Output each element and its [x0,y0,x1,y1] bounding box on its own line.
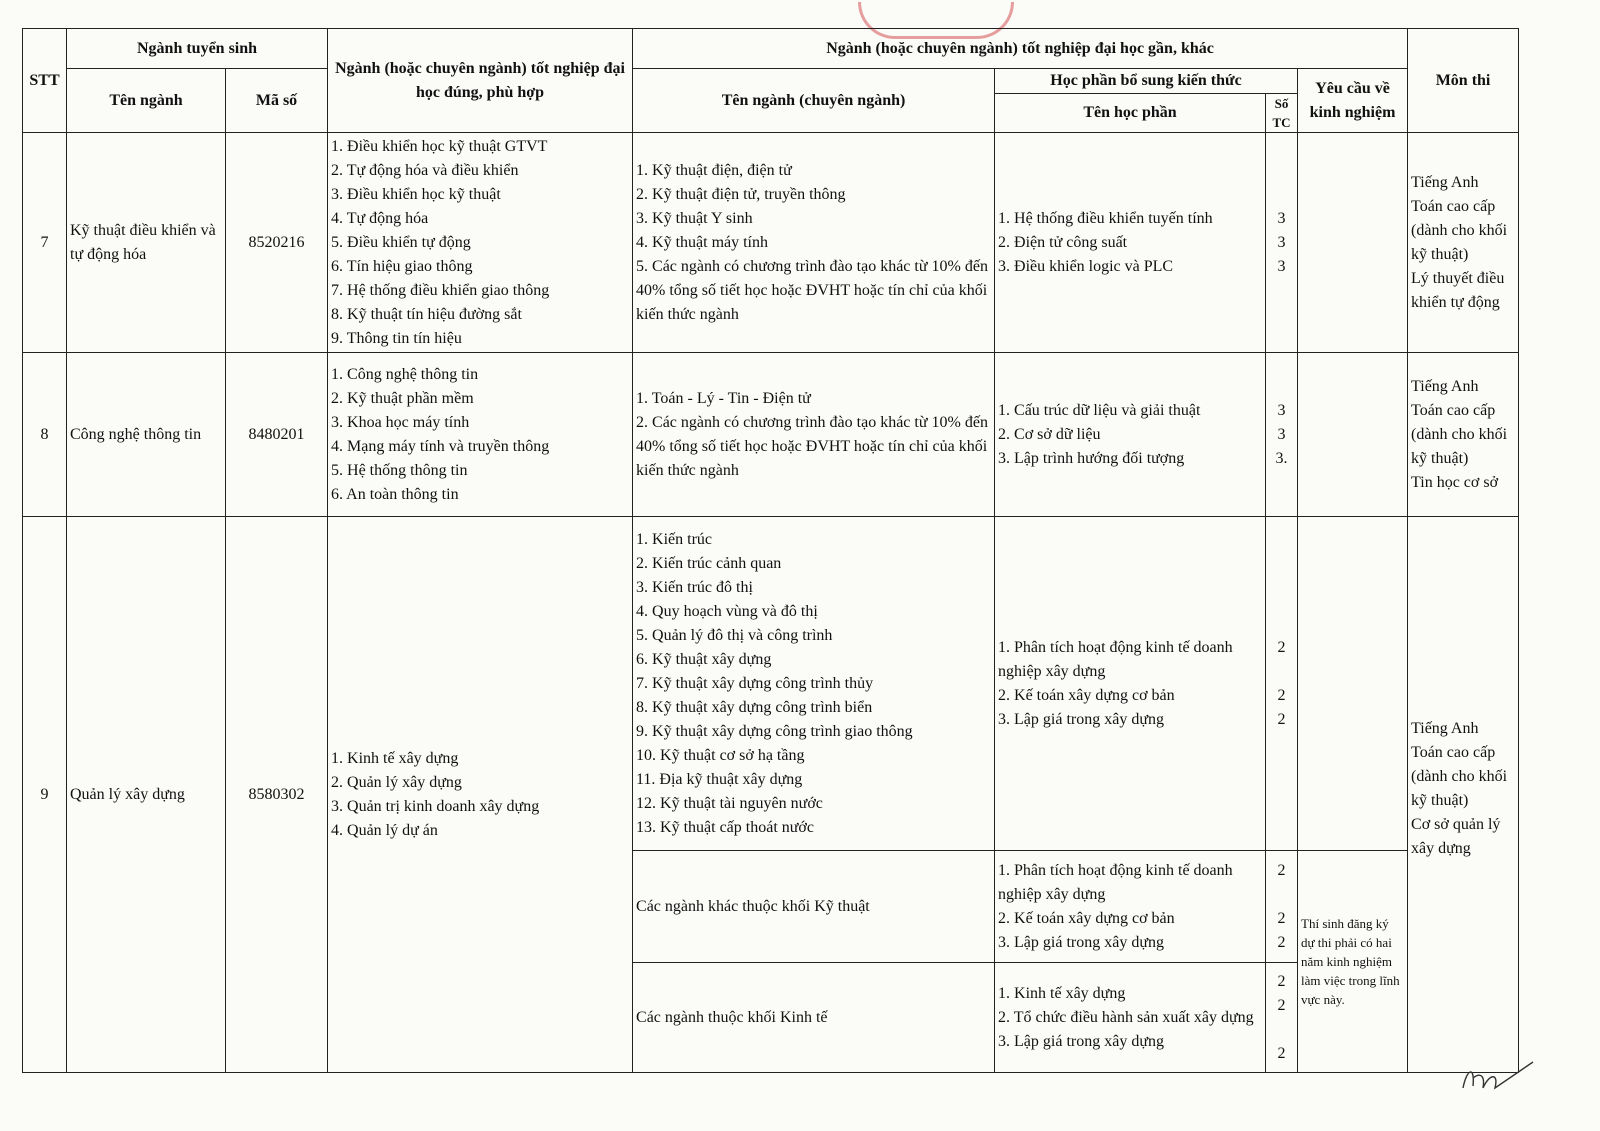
header-yeu-cau: Yêu cầu về kinh nghiệm [1298,69,1408,133]
list-item: 4. Mạng máy tính và truyền thông [331,437,550,455]
list-item: 2. Tự động hóa và điều khiển [331,161,519,179]
list-item: 3. Khoa học máy tính [331,413,470,431]
header-dung-phu-hop: Ngành (hoặc chuyên ngành) tốt nghiệp đại học đúng, phù hợp [328,29,633,133]
list-item: 2. Kế toán xây dựng cơ bản [998,686,1175,704]
header-ma-so: Mã số [226,69,328,133]
list-item: Tiếng Anh [1411,173,1479,191]
list-item: 1. Toán - Lý - Tin - Điện tử [636,389,811,407]
kinh-nghiem-cell [1298,133,1408,353]
tc-list [1266,517,1298,851]
list-item: 2. Kế toán xây dựng cơ bản [998,909,1175,927]
hoc-phan-list [995,517,1266,851]
table-row [23,517,1519,851]
list-item: 2. Kiến trúc cảnh quan [636,554,782,572]
list-item: 3. Lập giá trong xây dựng [998,933,1164,951]
list-item: Tin học cơ sở [1411,473,1499,491]
list-item: 3. Lập giá trong xây dựng [998,1032,1164,1050]
tc-value: 2 [1277,972,1286,990]
list-item: Lý thuyết điều khiển tự động [1411,269,1505,311]
tc-value: 3 [1277,425,1286,443]
gan-cell: Các ngành thuộc khối Kinh tế [633,963,995,1073]
admission-table [22,28,1519,1073]
tc-value: 3 [1277,401,1286,419]
list-item: 2. Các ngành có chương trình đào tạo khác từ 10% đến 40% tổng số tiết học hoặc ĐVHT hoặc tín chỉ của khối kiến thức ngành [636,413,988,479]
list-item: Toán cao cấp (dành cho khối kỹ thuật) [1411,197,1508,263]
tc-value: 2 [1277,861,1286,879]
list-item: 3. Điều khiển logic và PLC [998,257,1174,275]
list-item: 1. Kiến trúc [636,530,712,548]
list-item: 1. Công nghệ thông tin [331,365,479,383]
list-item: 8. Kỹ thuật xây dựng công trình biển [636,698,873,716]
header-so-tc: Số TC [1266,94,1298,133]
header-nganh-tuyen-sinh: Ngành tuyển sinh [67,29,328,69]
kinh-nghiem-cell [1298,517,1408,851]
ma-so-cell: 8520216 [226,133,328,353]
ten-nganh-cell: Quản lý xây dựng [67,517,226,1073]
gan-cell: Các ngành khác thuộc khối Kỹ thuật [633,851,995,963]
list-item: 5. Hệ thống thông tin [331,461,468,479]
list-item: 8. Kỹ thuật tín hiệu đường sắt [331,305,522,323]
list-item: 4. Kỹ thuật máy tính [636,233,768,251]
list-item: 3. Lập giá trong xây dựng [998,710,1164,728]
list-item: 1. Phân tích hoạt động kinh tế doanh nghiệp xây dựng [998,638,1233,680]
list-item: 7. Kỹ thuật xây dựng công trình thủy [636,674,874,692]
hoc-phan-list [995,133,1266,353]
tc-value: 2 [1277,638,1286,656]
gan-list [633,517,995,851]
header-hoc-phan-bs: Học phần bổ sung kiến thức [995,69,1298,94]
list-item: 9. Kỹ thuật xây dựng công trình giao thông [636,722,913,740]
list-item: Tiếng Anh [1411,720,1479,737]
mon-thi-list [1408,353,1519,517]
list-item: 1. Kinh tế xây dựng [331,749,459,767]
stt-cell: 9 [23,517,67,1073]
list-item: 1. Phân tích hoạt động kinh tế doanh nghiệp xây dựng [998,861,1233,903]
list-item: 5. Điều khiển tự động [331,233,471,251]
ma-so-cell: 8480201 [226,353,328,517]
header-ten-hoc-phan: Tên học phần [995,94,1266,133]
header-ten-nganh-cn: Tên ngành (chuyên ngành) [633,69,995,133]
list-item: 6. Kỹ thuật xây dựng [636,650,772,668]
tc-value: 3 [1277,209,1286,227]
mon-thi-list [1408,133,1519,353]
list-item: Cơ sở quản lý xây dựng [1411,816,1501,857]
tc-value: 2 [1277,909,1286,927]
list-item: 4. Tự động hóa [331,209,429,227]
kinh-nghiem-cell [1298,353,1408,517]
header-stt: STT [23,29,67,133]
list-item: 3. Lập trình hướng đối tượng [998,449,1185,467]
list-item: 1. Kỹ thuật điện, điện tử [636,161,792,179]
tc-value: 3 [1277,233,1286,251]
mon-thi-list [1408,517,1519,1073]
tc-value: 2 [1277,1044,1286,1062]
table-row [23,133,1519,353]
tc-list [1266,133,1298,353]
list-item: 2. Điện tử công suất [998,233,1128,251]
list-item: 7. Hệ thống điều khiển giao thông [331,281,550,299]
dung-list [328,353,633,517]
list-item: 1. Cấu trúc dữ liệu và giải thuật [998,401,1201,419]
tc-value: 3 [1277,257,1286,275]
table-row [23,353,1519,517]
hoc-phan-list [995,851,1266,963]
list-item: 3. Kiến trúc đô thị [636,578,753,596]
tc-value: 2 [1277,996,1286,1014]
list-item: Toán cao cấp (dành cho khối kỹ thuật) [1411,401,1508,467]
list-item: 1. Hệ thống điều khiển tuyến tính [998,209,1213,227]
list-item: 2. Quản lý xây dựng [331,773,462,791]
list-item: 12. Kỹ thuật tài nguyên nước [636,794,823,812]
list-item: Toán cao cấp (dành cho khối kỹ thuật) [1411,744,1508,809]
list-item: 5. Quản lý đô thị và công trình [636,626,833,644]
dung-list [328,133,633,353]
list-item: Tiếng Anh [1411,377,1479,395]
list-item: 3. Điều khiển học kỹ thuật [331,185,501,203]
list-item: 2. Cơ sở dữ liệu [998,425,1101,443]
list-item: 3. Kỹ thuật Y sinh [636,209,753,227]
gan-list [633,353,995,517]
list-item: 3. Quản trị kinh doanh xây dựng [331,797,540,815]
list-item: 4. Quản lý dự án [331,821,438,839]
tc-value: 2 [1277,686,1286,704]
list-item: 9. Thông tin tín hiệu [331,329,462,347]
tc-list [1266,963,1298,1073]
list-item: 1. Kinh tế xây dựng [998,984,1126,1002]
hoc-phan-list [995,353,1266,517]
list-item: 2. Kỹ thuật điện tử, truyền thông [636,185,846,203]
list-item: 6. Tín hiệu giao thông [331,257,473,275]
ten-nganh-cell: Kỹ thuật điều khiển và tự động hóa [67,133,226,353]
tc-value: 2 [1277,710,1286,728]
handwritten-signature [1455,1058,1535,1098]
tc-list [1266,353,1298,517]
tc-value: 2 [1277,933,1286,951]
list-item: 13. Kỹ thuật cấp thoát nước [636,818,814,836]
list-item: 2. Tổ chức điều hành sản xuất xây dựng [998,1008,1254,1026]
list-item: 11. Địa kỹ thuật xây dựng [636,770,803,788]
stt-cell: 7 [23,133,67,353]
ten-nganh-cell: Công nghệ thông tin [67,353,226,517]
dung-list [328,517,633,1073]
list-item: 10. Kỹ thuật cơ sở hạ tầng [636,746,805,764]
kinh-nghiem-note: Thí sinh đăng ký dự thi phải có hai năm kinh nghiệm làm việc trong lĩnh vực này. [1298,851,1408,1073]
list-item: 2. Kỹ thuật phần mềm [331,389,474,407]
header-mon-thi: Môn thi [1408,29,1519,133]
stt-cell: 8 [23,353,67,517]
header-ten-nganh: Tên ngành [67,69,226,133]
list-item: 6. An toàn thông tin [331,485,459,503]
ma-so-cell: 8580302 [226,517,328,1073]
list-item: 5. Các ngành có chương trình đào tạo khác từ 10% đến 40% tổng số tiết học hoặc ĐVHT hoặc tín chỉ của khối kiến thức ngành [636,257,988,323]
list-item: 4. Quy hoạch vùng và đô thị [636,602,818,620]
hoc-phan-list [995,963,1266,1073]
tc-list [1266,851,1298,963]
header-gan-khac: Ngành (hoặc chuyên ngành) tốt nghiệp đại học gần, khác [633,29,1408,69]
gan-list [633,133,995,353]
tc-value: 3. [1275,449,1288,467]
list-item: 1. Điều khiển học kỹ thuật GTVT [331,137,548,155]
